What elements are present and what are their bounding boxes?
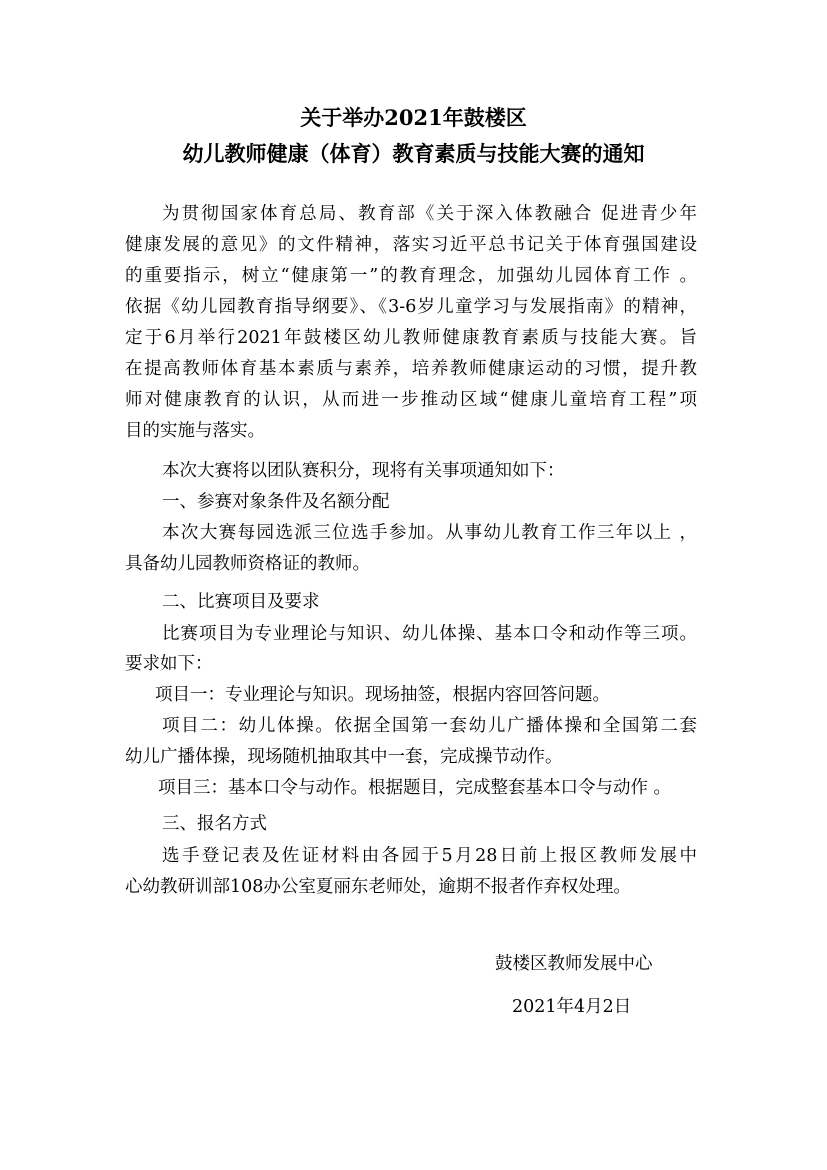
section-2-item-2-line: 幼儿广播体操，现场随机抽取其中一套，完成操节动作。 — [125, 747, 563, 767]
section-3-text-line: 心幼教研训部108办公室夏丽东老师处，逾期不报者作弃权处理。 — [125, 877, 631, 897]
intro-paragraph-line: 健康发展的意见》的文件精神，落实习近平总书记关于体育强国建设 — [125, 235, 697, 255]
intro-paragraph-line: 在提高教师体育基本素质与素养，培养教师健康运动的习惯，提升教 — [125, 359, 697, 379]
section-1-text-line: 本次大赛每园选派三位选手参加。从事幼儿教育工作三年以上 ， — [162, 523, 697, 543]
intro-paragraph-line: 为贯彻国家体育总局、教育部《关于深入体教融合 促进青少年 — [162, 204, 697, 224]
section-2-item-2-line: 项目二：幼儿体操。依据全国第一套幼儿广播体操和全国第二套 — [162, 716, 697, 736]
issuing-organization: 鼓楼区教师发展中心 — [495, 954, 653, 974]
intro-paragraph-line: 依据《幼儿园教育指导纲要》、《3-6岁儿童学习与发展指南》的精神， — [125, 297, 697, 317]
section-3-heading: 三、报名方式 — [162, 814, 267, 834]
intro-paragraph-line: 的重要指示，树立“健康第一”的教育理念，加强幼儿园体育工作 。 — [125, 266, 697, 286]
document-title-line-1: 关于举办2021年鼓楼区 — [300, 105, 527, 130]
section-2-heading: 二、比赛项目及要求 — [162, 592, 320, 612]
section-2-text-line: 要求如下： — [125, 654, 213, 674]
section-1-text-line: 具备幼儿园教师资格证的教师。 — [125, 554, 370, 574]
intro-paragraph-line: 目的实施与落实。 — [125, 421, 265, 441]
document-title-line-2: 幼儿教师健康（体育）教育素质与技能大赛的通知 — [182, 141, 645, 166]
issue-date: 2021年4月2日 — [512, 997, 632, 1017]
section-3-text-line: 选手登记表及佐证材料由各园于5月28日前上报区教师发展中 — [162, 846, 697, 866]
notice-line: 本次大赛将以团队赛积分，现将有关事项通知如下： — [162, 461, 565, 481]
intro-paragraph-line: 定于6月举行2021年鼓楼区幼儿教师健康教育素质与技能大赛。旨 — [125, 328, 697, 348]
section-2-text-line: 比赛项目为专业理论与知识、幼儿体操、基本口令和动作等三项。 — [162, 624, 697, 644]
section-2-item-1: 项目一：专业理论与知识。现场抽签，根据内容回答问题。 — [155, 685, 610, 705]
section-1-heading: 一、参赛对象条件及名额分配 — [162, 492, 390, 512]
intro-paragraph-line: 师对健康教育的认识，从而进一步推动区域“健康儿童培育工程”项 — [125, 390, 697, 410]
section-2-item-3: 项目三：基本口令与动作。根据题目，完成整套基本口令与动作 。 — [158, 778, 672, 798]
